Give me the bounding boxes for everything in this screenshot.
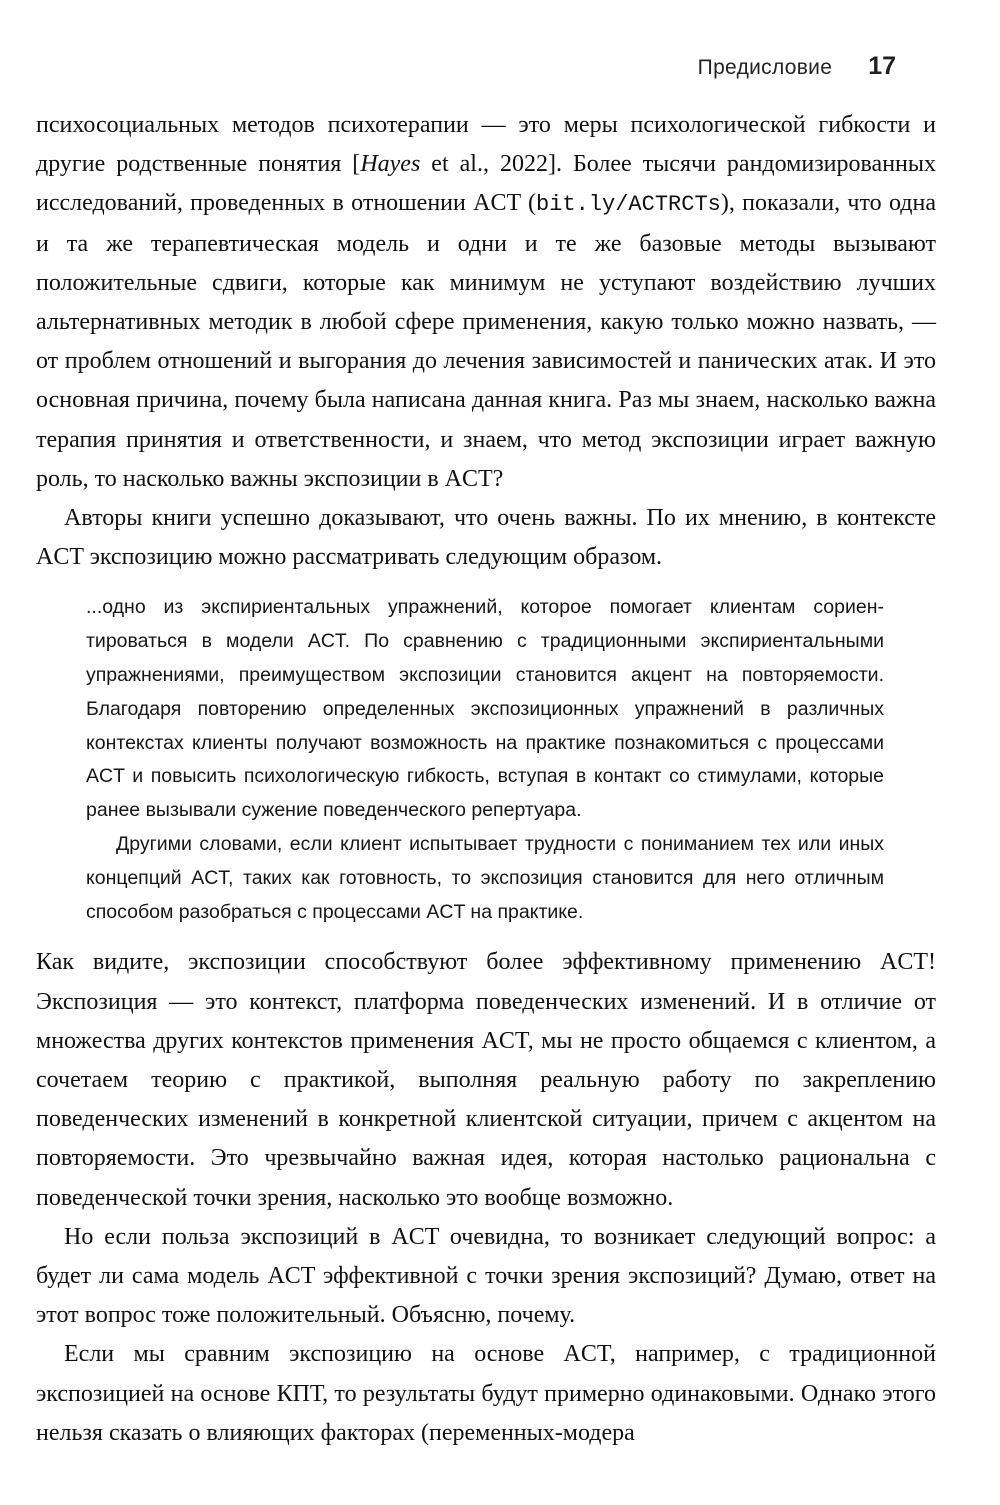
citation-author: Hayes bbox=[360, 151, 421, 178]
running-title: Предисловие bbox=[697, 56, 833, 79]
paragraph-1-text-a: психосоциальных методов психотерапии — это меры психологической гибкости и другие родственные понятия [ bbox=[36, 112, 936, 178]
paragraph-1-text-b: et al., 2022]. Более тысячи рандомизированных исследований, проведенных в отношении ACT ( bbox=[36, 151, 937, 217]
page-body bbox=[36, 106, 936, 1453]
paragraph-1 bbox=[36, 106, 936, 499]
quote-paragraph-1: ...одно из экспириентальных упражнений, которое помогает клиентам сориентироваться в модели ACT. По сравнению с традиционными экспириентальными упражнениями, преимуществом экспозиции становится акцент на повторяемости. Благодаря повторению определенных экспозиционных упражнений в различных контекстах клиенты получают возможность на практике познакомиться с процессами ACT и повысить психологическую гибкость, вступая в контакт со стимулами, которые ранее вызывали сужение поведенческого репертуара. bbox=[86, 596, 884, 822]
rct-link[interactable]: bit.ly/ACTRCTs bbox=[536, 192, 721, 218]
page-number: 17 bbox=[868, 52, 896, 80]
paragraph-4: Но если польза экспозиций в ACT очевидна, то возникает следующий вопрос: а будет ли сама модель ACT эффективной с точки зрения экспозиций? Думаю, ответ на этот вопрос тоже положительный. Объясню, почему. bbox=[36, 1223, 936, 1329]
paragraph-2: Авторы книги успешно доказывают, что очень важны. По их мнению, в контексте ACT экспозицию можно рассматривать следующим образом. bbox=[36, 505, 936, 571]
paragraph-1-text-c: ), показали, что одна и та же терапевтическая модель и одни и те же базовые методы вызывают положительные сдвиги, которые как минимум не уступают воздействию лучших альтернативных методик в любой сфере применения, какую только можно назвать, — от проблем отношений и выгорания до лечения зависимостей и панических атак. И это основная причина, почему была написана данная книга. Раз мы знаем, насколько важна терапия принятия и ответственности, и знаем, что метод экспозиции играет важную роль, то насколько важны экспозиции в ACT? bbox=[36, 190, 936, 492]
paragraph-5: Если мы сравним экспозицию на основе ACT, например, с традиционной экспозицией на основе КПТ, то результаты будут примерно одинаковыми. Однако этого нельзя сказать о влияющих факторах (переменных-модера bbox=[36, 1341, 936, 1446]
running-head bbox=[698, 52, 896, 81]
paragraph-3: Как видите, экспозиции способствуют более эффективному применению ACT! Экспозиция — это контекст, платформа поведенческих изменений. И в отличие от множества других контекстов применения ACT, мы не просто общаемся с клиентом, а сочетаем теорию с практикой, выполняя реальную работу по закреплению поведенческих изменений в конкретной клиентской ситуации, причем с акцентом на повторяемости. Это чрезвычайно важная идея, которая настолько рациональна с поведенческой точки зрения, насколько это вообще возможно. bbox=[36, 949, 936, 1211]
block-quote bbox=[86, 591, 884, 929]
quote-paragraph-2: Другими словами, если клиент испытывает трудности с пониманием тех или иных концепций ACT, таких как готовность, то экспозиция становится для него отличным способом разобраться с процессами ACT на практике. bbox=[86, 833, 884, 923]
